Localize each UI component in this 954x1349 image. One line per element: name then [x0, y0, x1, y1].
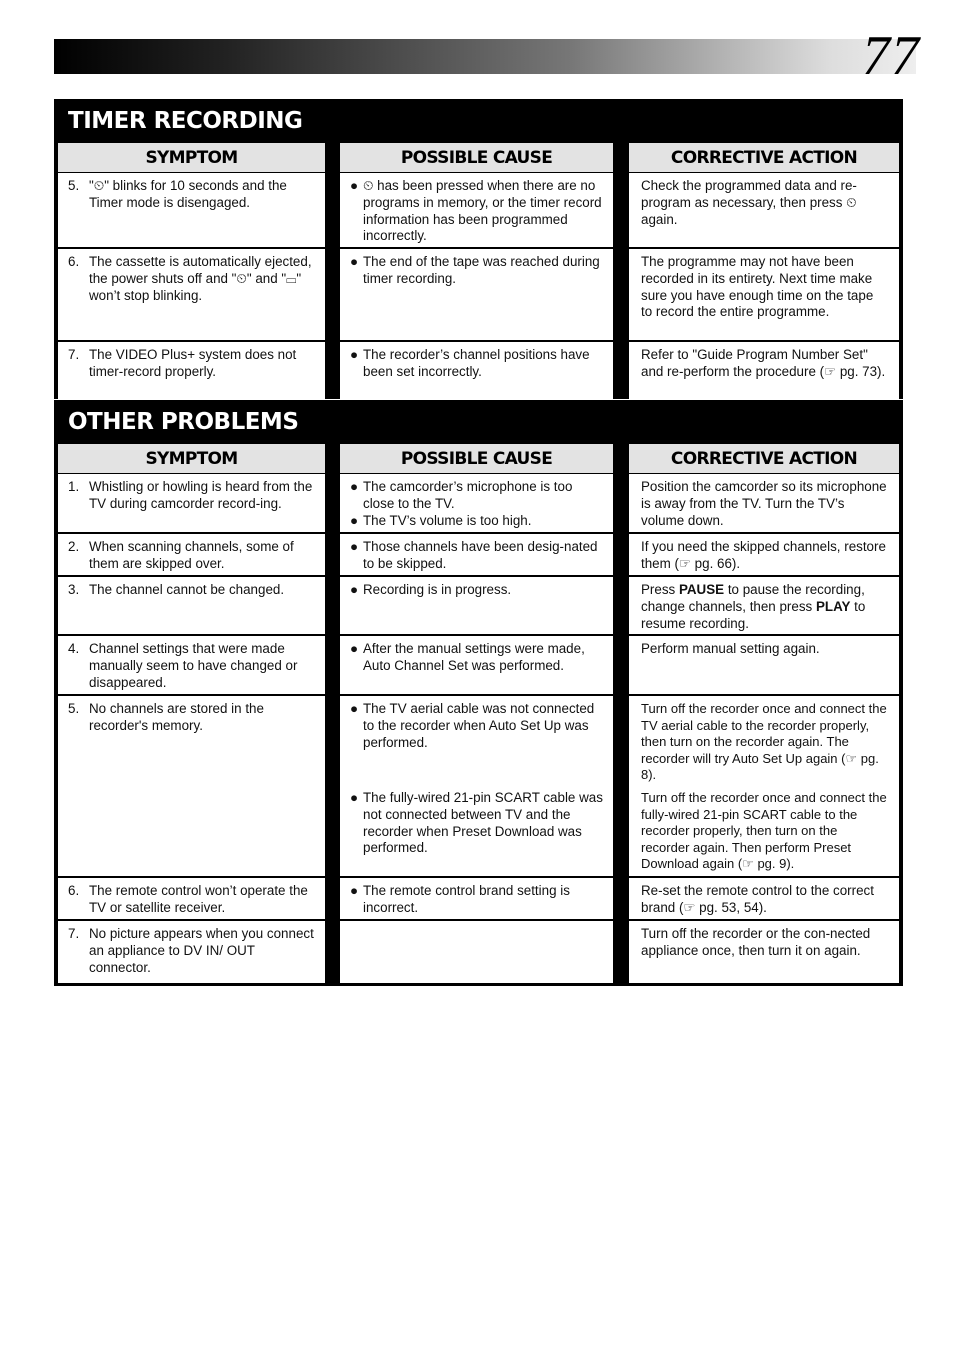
row-number: 6. — [68, 883, 80, 898]
action-text: Turn off the recorder or the con-nected appliance once, then turn it on again. — [641, 926, 871, 958]
section-title: TIMER RECORDING — [68, 108, 303, 134]
symptom-text: No picture appears when you connect an appliance to DV IN/ OUT connector. — [89, 926, 314, 975]
symptom-cell — [58, 342, 325, 399]
action-cell — [629, 173, 899, 247]
cause-item — [340, 696, 613, 785]
section-title: OTHER PROBLEMS — [68, 409, 299, 435]
symptom-cell — [58, 878, 325, 919]
possible-cause-header: POSSIBLE CAUSE — [340, 143, 613, 172]
cause-cell — [340, 249, 613, 340]
symptom-cell — [58, 474, 325, 532]
cause-item — [340, 249, 613, 292]
page-number: 77 — [862, 25, 920, 87]
bullet-icon: ● — [350, 641, 359, 656]
play-button-label: PLAY — [815, 598, 851, 614]
table-row — [54, 878, 903, 919]
symptom-text: The remote control won’t operate the TV or satellite receiver. — [89, 883, 308, 915]
symptom-cell — [58, 921, 325, 983]
table-row — [54, 173, 903, 247]
symptom-cell — [58, 577, 325, 634]
cause-cell — [340, 534, 613, 575]
action-text: Re-set the remote control to the correct brand (☞ pg. 53, 54). — [641, 883, 874, 915]
row-number: 6. — [68, 254, 80, 269]
action-text: Position the camcorder so its microphone is away from the TV. Turn the TV’s volume down. — [641, 479, 887, 528]
action-text: If you need the skipped channels, restore them (☞ pg. 66). — [641, 539, 886, 571]
corrective-action-header: CORRECTIVE ACTION — [629, 444, 899, 473]
pause-button-label: PAUSE — [678, 582, 725, 597]
table-row — [54, 534, 903, 575]
cause-text: The remote control brand setting is incorrect. — [363, 883, 570, 915]
cause-text: The TV’s volume is too high. — [363, 512, 532, 528]
cause-text: The fully-wired 21-pin SCART cable was not connected between TV and the recorder when Preset Download was performed. — [363, 790, 603, 856]
symptom-text: The channel cannot be changed. — [89, 582, 285, 597]
table-row — [54, 636, 903, 694]
timer-recording-section — [54, 99, 903, 399]
cause-text: Recording is in progress. — [363, 582, 512, 597]
action-cell — [629, 636, 899, 694]
bullet-icon: ● — [350, 479, 359, 494]
cause-item — [340, 513, 613, 534]
cause-item — [340, 534, 613, 577]
action-cell — [629, 878, 899, 919]
row-number: 7. — [68, 926, 80, 941]
bullet-icon: ● — [350, 178, 359, 193]
cause-cell — [340, 878, 613, 919]
cause-item — [340, 173, 613, 249]
table-row — [54, 249, 903, 340]
cause-text: Those channels have been desig-nated to be skipped. — [363, 539, 598, 571]
table-row — [54, 474, 903, 532]
cause-text: After the manual settings were made, Auto Channel Set was performed. — [363, 641, 585, 673]
symptom-text: When scanning channels, some of them are skipped over. — [89, 539, 294, 571]
row-number: 7. — [68, 347, 80, 362]
other-problems-section — [54, 400, 903, 986]
table-header — [54, 444, 903, 474]
cause-cell — [340, 921, 613, 983]
action-text: Press PAUSE to pause the recording, change channels, then press PLAY to resume recording. — [641, 582, 866, 631]
table-row — [54, 342, 903, 399]
symptom-text: The cassette is automatically ejected, the power shuts off and "⏲" and "▭" won’t stop blinking. — [89, 254, 312, 303]
cause-text: The TV aerial cable was not connected to the recorder when Auto Set Up was performed. — [363, 701, 595, 750]
cause-item — [340, 878, 613, 921]
cause-item — [340, 474, 613, 513]
row-number: 3. — [68, 582, 80, 597]
action-cell — [629, 696, 899, 876]
row-number: 1. — [68, 479, 80, 494]
action-text: The programme may not have been recorded in its entirety. Next time make sure you have enough time on the tape to record the entire programme. — [641, 254, 874, 320]
action-cell — [629, 249, 899, 340]
table-row — [54, 577, 903, 634]
table-row — [54, 696, 903, 876]
symptom-cell — [58, 173, 325, 247]
table-row — [54, 921, 903, 983]
possible-cause-header: POSSIBLE CAUSE — [340, 444, 613, 473]
symptom-cell — [58, 636, 325, 694]
action-text: Perform manual setting again. — [641, 641, 820, 656]
symptom-text: The VIDEO Plus+ system does not timer-record properly. — [89, 347, 297, 379]
symptom-header: SYMPTOM — [58, 143, 325, 172]
bullet-icon: ● — [350, 539, 359, 554]
header-gradient-bar — [54, 39, 916, 74]
cause-cell — [340, 577, 613, 634]
symptom-text: Channel settings that were made manually seem to have changed or disappeared. — [89, 641, 298, 690]
symptom-cell — [58, 534, 325, 575]
action-cell — [629, 577, 899, 634]
symptom-header: SYMPTOM — [58, 444, 325, 473]
symptom-cell — [58, 249, 325, 340]
action-cell — [629, 921, 899, 983]
cause-text: The recorder’s channel positions have been set incorrectly. — [363, 347, 590, 379]
action-text: Turn off the recorder once and connect the fully-wired 21-pin SCART cable to the recorder properly, then turn on the recorder again. Then perform Preset Download again (☞ pg. 9). — [641, 789, 887, 872]
bullet-icon: ● — [350, 790, 359, 805]
cause-text: ⏲ has been pressed when there are no programs in memory, or the timer record information has been programmed incorrectly. — [363, 178, 602, 244]
cause-item — [340, 577, 613, 603]
cause-text: The camcorder’s microphone is too close to the TV. — [363, 479, 573, 511]
cause-item — [340, 785, 613, 861]
bullet-icon: ● — [350, 701, 359, 716]
symptom-text: No channels are stored in the recorder's memory. — [89, 701, 264, 733]
action-text: Refer to "Guide Program Number Set" and re-perform the procedure (☞ pg. 73). — [641, 347, 886, 379]
symptom-cell — [58, 696, 325, 876]
corrective-action-header: CORRECTIVE ACTION — [629, 143, 899, 172]
cause-item — [340, 342, 613, 385]
action-text: Check the programmed data and re-program as necessary, then press ⏲ again. — [641, 178, 857, 227]
row-number: 5. — [68, 701, 80, 716]
cause-cell — [340, 474, 613, 532]
action-cell — [629, 474, 899, 532]
table-header — [54, 143, 903, 173]
cause-item — [340, 636, 613, 679]
bullet-icon: ● — [350, 582, 359, 597]
cause-cell — [340, 636, 613, 694]
cause-text: The end of the tape was reached during timer recording. — [363, 254, 600, 286]
cause-cell — [340, 173, 613, 247]
symptom-text: Whistling or howling is heard from the TV during camcorder record-ing. — [89, 479, 313, 511]
bullet-icon: ● — [350, 254, 359, 269]
cause-cell — [340, 696, 613, 876]
cause-cell — [340, 342, 613, 399]
action-text: Turn off the recorder once and connect the TV aerial cable to the recorder properly, then turn on the recorder again. The recorder will try Auto Set Up again (☞ pg. 8). — [641, 701, 887, 783]
row-number: 2. — [68, 539, 80, 554]
bullet-icon: ● — [350, 883, 359, 898]
action-cell — [629, 534, 899, 575]
bullet-icon: ● — [350, 512, 359, 528]
bullet-icon: ● — [350, 347, 359, 362]
row-number: 5. — [68, 178, 80, 193]
action-cell — [629, 342, 899, 399]
symptom-text: "⏲" blinks for 10 seconds and the Timer mode is disengaged. — [89, 178, 287, 210]
row-number: 4. — [68, 641, 80, 656]
